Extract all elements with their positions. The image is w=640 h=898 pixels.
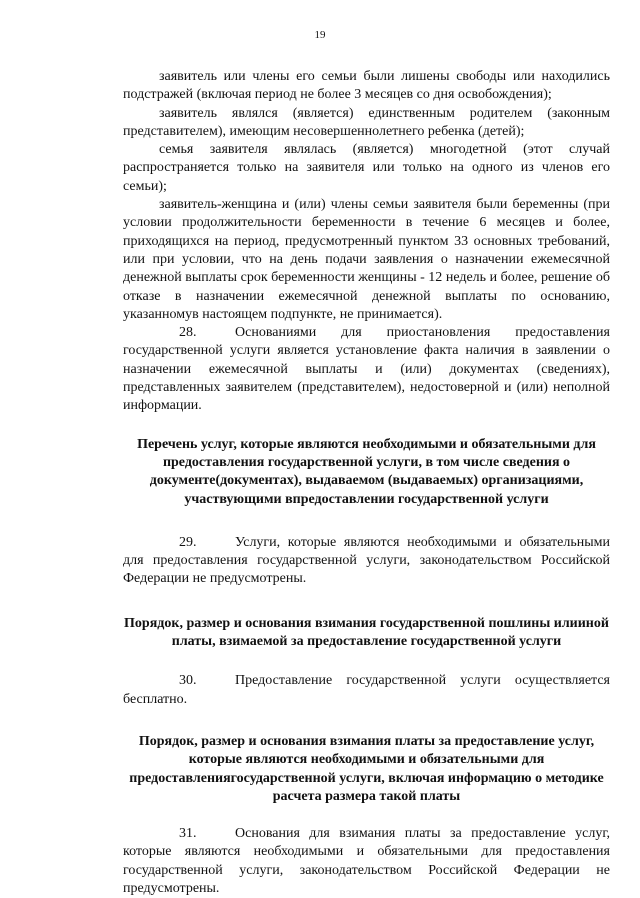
clause-30 xyxy=(123,672,610,709)
clause-31 xyxy=(123,825,610,898)
clause-28 xyxy=(123,324,610,415)
clause-30-number: 30. xyxy=(179,673,197,689)
condition-paragraph-pregnancy: заявитель-женщина и (или) члены семьи заявителя были беременны (при условии продолжительности беременности в течение 6 месяцев и более, приходящихся на период, предусмотренный пунктом 33 основных требований, или при условии, что на день подачи заявления о назначении ежемесячной денежной выплаты срок беременности женщины - 12 недель и более, решение об отказе в назначении ежемесячной денежной выплаты по основанию, указанномув настоящем подпункте, не принимается). xyxy=(123,197,610,322)
condition-paragraph-large-family: семья заявителя являлась (является) многодетной (этот случай распространяется только на заявителя или только на одного из членов его семьи); xyxy=(123,142,610,194)
section-heading-required-services: Перечень услуг, которые являются необходимыми и обязательными для предоставления государственной услуги, в том числе сведения о документе(документах), выдаваемом (выдаваемых) организациями, участвующими впредоставлении государственной услуги xyxy=(137,436,596,507)
clause-29-number: 29. xyxy=(179,534,197,550)
clause-31-number: 31. xyxy=(179,826,197,842)
clause-31-text: Основания для взимания платы за предоставление услуг, которые являются необходимыми и обязательными для предоставления государственной услуги, законодательством Российской Федерации не предусмотрены. xyxy=(123,826,610,896)
condition-paragraph-single-parent: заявитель являлся (является) единственным родителем (законным представителем), имеющим несовершеннолетнего ребенка (детей); xyxy=(123,105,610,139)
page-number: 19 xyxy=(314,29,326,41)
clause-29 xyxy=(123,534,610,589)
clause-29-text: Услуги, которые являются необходимыми и обязательными для предоставления государственной услуги, законодательством Российской Федерации не предусмотрены. xyxy=(123,534,610,587)
condition-paragraph-detention: заявитель или члены его семьи были лишены свободы или находились подстражей (включая период не более 3 месяцев со дня освобождения); xyxy=(123,69,610,103)
clause-30-text: Предоставление государственной услуги осуществляется бесплатно. xyxy=(123,673,610,707)
clause-28-text: Основаниями для приостановления предоставления государственной услуги является установление факта наличия в заявлении о назначении ежемесячной выплаты и (или) документах (сведениях), представленных заявителем (представителем), недостоверной и (или) неполной информации. xyxy=(123,325,610,414)
section-heading-service-fees: Порядок, размер и основания взимания платы за предоставление услуг, которые являются необходимыми и обязательными для предоставлениягосударственной услуги, включая информацию о методике расчета размера такой платы xyxy=(129,733,604,804)
document-body xyxy=(123,68,610,898)
clause-28-number: 28. xyxy=(179,325,197,341)
section-heading-state-duty: Порядок, размер и основания взимания государственной пошлины илииной платы, взимаемой за предоставление государственной услуги xyxy=(124,615,609,650)
